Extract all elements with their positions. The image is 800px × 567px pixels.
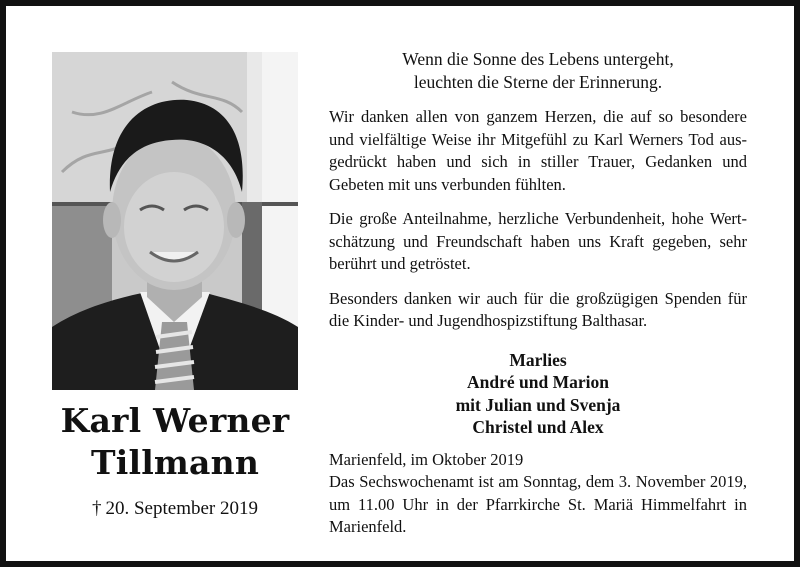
thanks-paragraph-1: Wir danken allen von ganzem Herzen, die auf so besondere und vielfältige Weise ihr Mitgefühl zu Karl Werners Tod ausgedrückt haben und sich in stiller Trauer, Gedanken und Gebeten mit uns verbunden fühlten.: [329, 107, 747, 194]
signer-2: André und Marion: [467, 372, 609, 392]
text-column: [329, 48, 747, 539]
death-date-line: [40, 497, 310, 521]
name-line-2: Tillmann: [90, 443, 260, 482]
name-line-1: Karl Werner: [60, 401, 290, 440]
signers: [329, 349, 747, 439]
thanks-paragraph-3: Besonders danken wir auch für die großzügigen Spenden für die Kinder- und Jugendhospizstiftung Balthasar.: [329, 288, 747, 330]
signer-1: Marlies: [509, 349, 567, 370]
deceased-name: [40, 400, 310, 484]
motto: [329, 48, 747, 94]
portrait-photo-icon: [52, 52, 298, 390]
death-date: 20. September 2019: [105, 498, 258, 519]
motto-line-2: leuchten die Sterne der Erinnerung.: [413, 72, 663, 92]
cross-icon: †: [91, 498, 102, 519]
place-date: Marienfeld, im Oktober 2019: [329, 449, 524, 469]
motto-line-1: Wenn die Sonne des Lebens untergeht,: [402, 49, 674, 69]
thanks-paragraph-2: Die große Anteilnahme, herzliche Verbundenheit, hohe Wertschätzung und Freundschaft haben uns Kraft gegeben, sehr berührt und getröstet.: [329, 209, 747, 273]
service-notice: Das Sechswochenamt ist am Sonntag, dem 3. November 2019, um 11.00 Uhr in der Pfarrkirche St. Mariä Himmelfahrt in Marienfeld.: [329, 472, 747, 536]
portrait-photo: [52, 52, 298, 390]
signer-3: mit Julian und Svenja: [455, 394, 621, 415]
signer-4: Christel und Alex: [472, 417, 604, 437]
